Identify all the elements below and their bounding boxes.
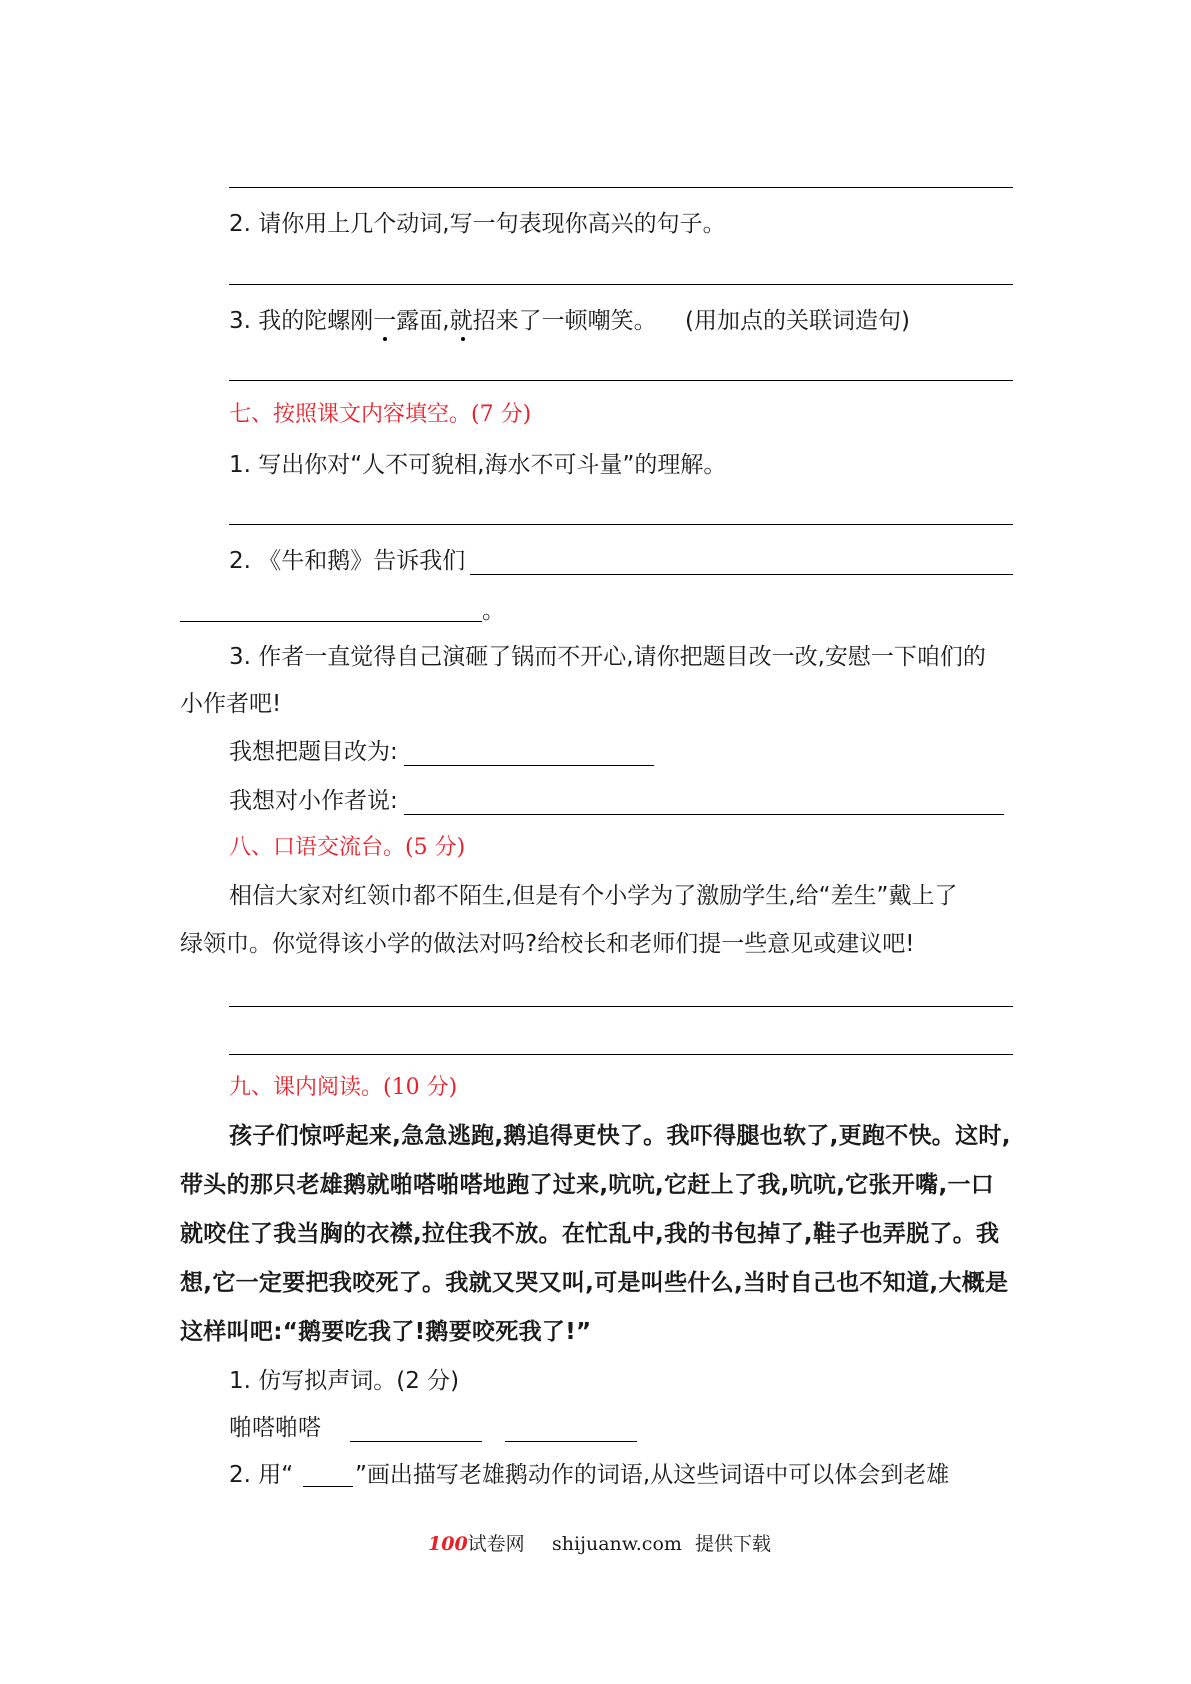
title-change-label: 我想把题目改为:	[229, 739, 398, 765]
answer-line	[229, 524, 1013, 525]
question-9-1-example: 啪嗒啪嗒	[229, 1415, 321, 1441]
answer-line	[229, 187, 1013, 188]
answer-line	[229, 284, 1013, 285]
section-7-heading: 七、按照课文内容填空。(7 分)	[229, 402, 532, 427]
fill-blank	[404, 765, 654, 766]
question-7-3-line2: 小作者吧!	[180, 691, 282, 717]
passage-line: 就咬住了我当胸的衣襟,拉住我不放。在忙乱中,我的书包掉了,鞋子也弄脱了。我	[180, 1221, 1000, 1247]
footer-tagline: 提供下载	[695, 1533, 772, 1555]
section-8-text-line1: 相信大家对红领巾都不陌生,但是有个小学为了激励学生,给“差生”戴上了	[229, 883, 958, 909]
question-9-2-end: ”画出描写老雄鹅动作的词语,从这些词语中可以体会到老雄	[355, 1462, 950, 1488]
question-9-2-start: 2. 用“	[229, 1462, 294, 1488]
section-8-heading: 八、口语交流台。(5 分)	[229, 835, 466, 860]
passage-line: 孩子们惊呼起来,急急逃跑,鹅追得更快了。我吓得腿也软了,更跑不快。这时,	[229, 1123, 1011, 1149]
footer	[428, 1532, 525, 1556]
footer-site: shijuanw.com	[552, 1533, 682, 1555]
question-6-3-hint: (用加点的关联词造句)	[685, 308, 910, 334]
question-6-2: 2. 请你用上几个动词,写一句表现你高兴的句子。	[229, 211, 726, 237]
fill-blank	[505, 1441, 637, 1442]
section-9-heading: 九、课内阅读。(10 分)	[229, 1075, 458, 1100]
passage-line: 想,它一定要把我咬死了。我就又哭又叫,可是叫些什么,当时自己也不知道,大概是	[180, 1270, 1009, 1296]
question-7-2-end: 。	[482, 598, 505, 624]
mark-sample-line	[303, 1486, 353, 1487]
message-label: 我想对小作者说:	[229, 788, 398, 814]
fill-blank	[470, 574, 1013, 575]
answer-line	[229, 1054, 1013, 1055]
answer-line	[229, 380, 1013, 381]
question-7-3-line1: 3. 作者一直觉得自己演砸了锅而不开心,请你把题目改一改,安慰一下咱们的	[229, 644, 986, 670]
question-7-2: 2. 《牛和鹅》告诉我们	[229, 548, 466, 574]
logo-text: 试卷网	[467, 1533, 525, 1555]
passage-line: 带头的那只老雄鹅就啪嗒啪嗒地跑了过来,吭吭,它赶上了我,吭吭,它张开嘴,一口	[180, 1172, 995, 1198]
passage-line: 这样叫吧:“鹅要吃我了!鹅要咬死我了!”	[180, 1319, 592, 1345]
question-7-1: 1. 写出你对“人不可貌相,海水不可斗量”的理解。	[229, 452, 727, 478]
fill-blank	[350, 1441, 482, 1442]
fill-blank	[404, 814, 1004, 815]
emphasis-dot	[383, 337, 387, 341]
answer-line	[229, 1006, 1013, 1007]
fill-blank	[180, 621, 482, 622]
section-8-text-line2: 绿领巾。你觉得该小学的做法对吗?给校长和老师们提一些意见或建议吧!	[180, 931, 915, 957]
question-6-3: 3. 我的陀螺刚一露面,就招来了一顿嘲笑。	[229, 308, 657, 334]
logo-icon: 100	[428, 1533, 468, 1555]
emphasis-dot	[461, 337, 465, 341]
question-9-1: 1. 仿写拟声词。(2 分)	[229, 1368, 460, 1394]
